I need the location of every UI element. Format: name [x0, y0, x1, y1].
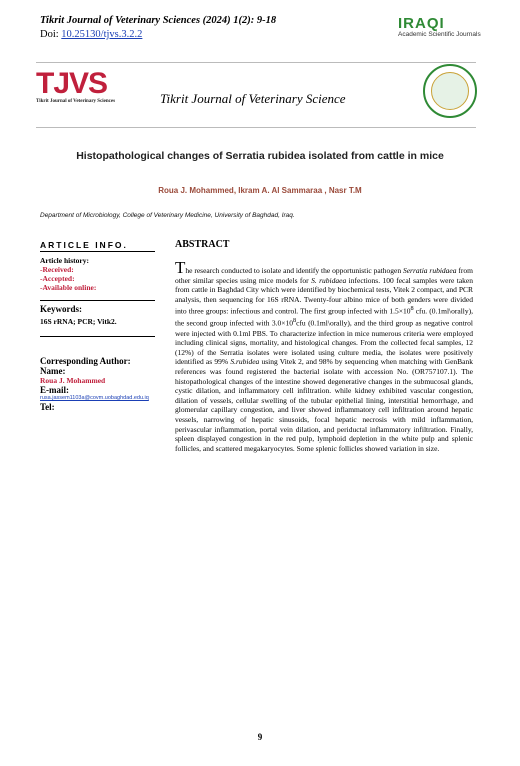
divider [40, 300, 155, 301]
article-info-heading: ARTICLE INFO. [40, 240, 155, 252]
author-email-link[interactable]: rusa.jassem1103a@covm.uobaghdad.edu.iq [40, 395, 149, 401]
name-label: Name: [40, 366, 66, 376]
doi-link[interactable]: 10.25130/tjvs.3.2.2 [61, 29, 143, 40]
author-affiliation: Department of Microbiology, College of Veterinary Medicine, University of Baghdad, Iraq. [40, 212, 295, 219]
article-authors: Roua J. Mohammed, Ikram A. Al Sammaraa , Nasr T.M [158, 186, 362, 195]
abstract-text: cfu. (0.1ml\orally), the second group infected with 3.0×10 [175, 306, 474, 328]
keywords-value: 16S rRNA; PCR; Vitk2. [40, 317, 117, 326]
exponent: 8 [410, 305, 414, 313]
abstract-text: using Vitek 2, and 98% by sequencing when matching with GenBank references was found registered the bacterial isolate with accession No. (OR757107.1). The histopathological changes of the intestine showed degenerative changes in the submucosal glands, cystic dilation, and inflammatory cell infiltration. while kidney exhibited vascular congestion, dilation of vessels, cellular swelling of the tubular epithelial lining, interstitial hemorrhage, and glomerular capillary congestion, and liver showed inflammatory cell infiltration around hepatic vessels, narrowing of hepatic sinusoids, focal hepatic necrosis with mild inflammation, perivascular inflammation, portal vein dilation, and periductal inflammatory infiltration. Finally, spleen displayed congestion in the red pulp, lymphoid depletion in the white pulp and splenic follicles, and scattered megakaryocytes. Some splenic follicles showed variation in size. [175, 357, 473, 453]
article-history [40, 256, 155, 292]
tjvs-logo [36, 63, 118, 123]
publisher-logo [398, 15, 481, 38]
organism-name: S. rubidaea [311, 275, 347, 285]
article-title: Histopathological changes of Serratia rubidea isolated from cattle in mice [76, 150, 444, 162]
organism-name: Serratia rubidaea [402, 266, 457, 275]
keywords-block [40, 304, 155, 326]
abstract-text: from other similar species using mice models for [175, 266, 473, 285]
publisher-subtitle: Academic Scientific Journals [398, 31, 481, 38]
abstract-text: infections. 100 fecal samples were taken from cattle in Baghdad City which were identified by biochemical tests, Vitek 2 compact, and PCR analysis, then sequencing for 16S rRNA. Twenty-four albino mice of both genders were divided into three groups: infectious and control. The first group infected with 1.5×10 [175, 275, 474, 316]
abstract-text: cfu (0.1ml\orally), and the third group as negative control were injected with 0.1ml PBS. To characterize infection in mice numerous criteria were employed including clinical signs, mortality, and histological changes. From the collected fecal samples, 12 (12%) of the Serratia isolates were isolated using culture media, the isolates were positively identified as 99% [175, 318, 474, 367]
tjvs-logo-text: TJVS [36, 67, 108, 100]
journal-name: Tikrit Journal of Veterinary Science [160, 91, 346, 106]
doi-line [40, 29, 142, 40]
organism-name: S.rubidea [230, 357, 260, 367]
abstract-text: he research conducted to isolate and identify the opportunistic pathogen [185, 266, 403, 275]
corresponding-label: Corresponding Author: [40, 356, 131, 366]
available-label: -Available online: [40, 283, 97, 292]
email-label: E-mail: [40, 385, 69, 395]
divider [40, 336, 155, 337]
received-label: -Received: [40, 265, 74, 274]
drop-cap: T [175, 258, 186, 277]
doi-label: Doi: [40, 29, 59, 40]
publisher-brand: IRAQI [398, 15, 445, 32]
abstract-body [175, 258, 474, 453]
keywords-label: Keywords: [40, 304, 82, 314]
journal-citation: Tikrit Journal of Veterinary Sciences (2024) 1(2): 9-18 [40, 15, 277, 26]
corresponding-author [40, 356, 155, 412]
page-number: 9 [257, 732, 263, 742]
university-seal-icon [423, 64, 477, 118]
tjvs-logo-caption: Tikrit Journal of Veterinary Sciences [36, 99, 116, 104]
author-name: Roua J. Mohammed [40, 376, 106, 385]
abstract-heading: ABSTRACT [175, 239, 230, 250]
exponent: 8 [292, 317, 297, 325]
accepted-label: -Accepted: [40, 274, 75, 283]
tel-label: Tel: [40, 402, 55, 412]
history-label: Article history: [40, 256, 89, 265]
